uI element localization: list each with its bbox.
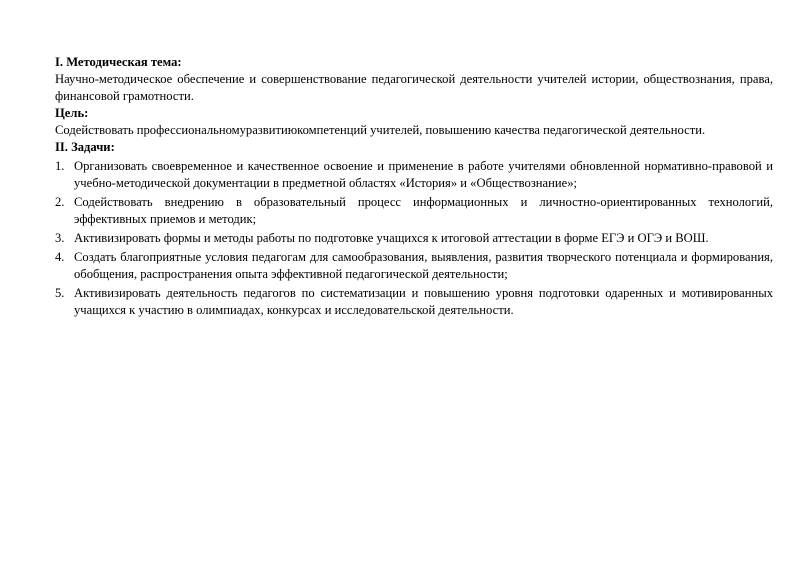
goal-heading: Цель: — [55, 106, 89, 120]
task-text: Организовать своевременное и качественное освоение и применение в работе учителями обновленной нормативно-правовой и учебно-методической документации в предметной областях «История» и «Обществознание»; — [74, 159, 773, 190]
task-text: Активизировать формы и методы работы по подготовке учащихся к итоговой аттестации в форме ЕГЭ и ОГЭ и ВОШ. — [74, 231, 709, 245]
task-number: 4. — [55, 250, 65, 264]
task-item — [55, 230, 773, 247]
task-number: 2. — [55, 195, 65, 209]
task-item — [55, 158, 773, 192]
task-item — [55, 249, 773, 283]
task-text: Содействовать внедрению в образовательный процесс информационных и личностно-ориентированных технологий, эффективных приемов и методик; — [74, 195, 773, 226]
methodical-theme-text: Научно-методическое обеспечение и совершенствование педагогической деятельности учителей истории, обществознания, права, финансовой грамотности. — [55, 72, 773, 103]
methodical-theme-heading: I. Методическая тема: — [55, 55, 182, 69]
tasks-list — [55, 158, 773, 319]
task-number: 1. — [55, 159, 65, 173]
task-number: 5. — [55, 286, 65, 300]
document-page — [55, 54, 773, 321]
task-item — [55, 285, 773, 319]
task-text: Активизировать деятельность педагогов по систематизации и повышению уровня подготовки одаренных и мотивированных учащихся к участию в олимпиадах, конкурсах и исследовательской деятельности. — [74, 286, 773, 317]
tasks-heading: II. Задачи: — [55, 140, 115, 154]
task-text: Создать благоприятные условия педагогам для самообразования, выявления, развития творческого потенциала и формирования, обобщения, распространения опыта эффективной педагогической деятельности; — [74, 250, 773, 281]
task-number: 3. — [55, 231, 65, 245]
task-item — [55, 194, 773, 228]
goal-text: Содействовать профессиональномуразвитиюкомпетенций учителей, повышению качества педагогической деятельности. — [55, 123, 706, 137]
